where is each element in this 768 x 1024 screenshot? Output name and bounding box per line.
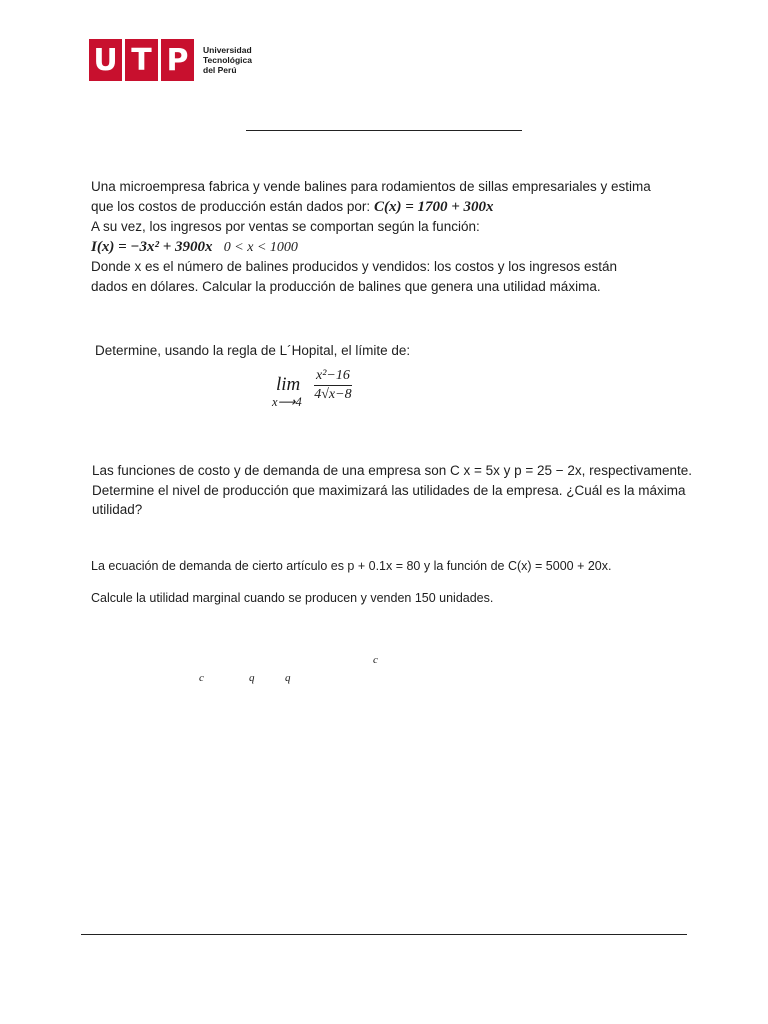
stray-glyph-q: q [285, 672, 291, 684]
stray-glyph-c: c [199, 672, 204, 684]
fraction-denominator: 4√x−8 [314, 387, 352, 402]
logo-university-name [203, 45, 252, 75]
logo-letter-p: P [161, 39, 194, 81]
problem-1-line [91, 237, 671, 258]
problem-1 [91, 177, 671, 296]
problem-3-line: Determine el nivel de producción que maximizará las utilidades de la empresa. ¿Cuál es la máxima [92, 482, 686, 498]
lim-subscript: x⟶4 [272, 395, 302, 409]
logo-text-line: del Perú [203, 65, 237, 75]
problem-4-line: Calcule la utilidad marginal cuando se producen y venden 150 unidades. [91, 591, 494, 605]
limit-fraction [314, 368, 352, 403]
problem-1-line [91, 197, 671, 218]
problem-1-line: Donde x es el número de balines producidos y vendidos: los costos y los ingresos están [91, 259, 618, 274]
problem-3-line: utilidad? [92, 502, 143, 517]
problem-1-cost-intro: que los costos de producción están dados por: [91, 198, 371, 214]
lim-operator: lim [276, 374, 301, 395]
problem-2-intro: Determine, usando la regla de L´Hopital, el límite de: [95, 343, 411, 358]
problem-1-line: dados en dólares. Calcular la producción de balines que genera una utilidad máxima. [91, 278, 601, 294]
utp-logo [89, 39, 252, 81]
problem-3-line: Las funciones de costo y de demanda de una empresa son C x = 5x y p = 25 − 2x, respectivamente. [92, 463, 692, 478]
stray-glyph-q: q [249, 672, 255, 684]
cost-function: C(x) = 1700 + 300x [373, 198, 494, 215]
fraction-bar [314, 385, 352, 386]
revenue-function: I(x) = −3x² + 3900x [91, 238, 213, 255]
fraction-numerator: x²−16 [316, 368, 350, 383]
logo-text-line: Universidad [203, 45, 252, 55]
problem-1-line: A su vez, los ingresos por ventas se comportan según la función: [91, 219, 480, 234]
footer-rule [81, 934, 687, 935]
problem-4-line: La ecuación de demanda de cierto artículo es p + 0.1x = 80 y la función de C(x) = 5000 + 20x. [91, 559, 612, 573]
title-underline [246, 130, 522, 131]
logo-letter-u: U [89, 39, 122, 81]
stray-glyph-c: c [373, 654, 378, 666]
problem-3 [92, 461, 692, 520]
revenue-domain: 0 < x < 1000 [223, 239, 298, 255]
logo-text-line: Tecnológica [203, 55, 252, 65]
problem-1-line: Una microempresa fabrica y vende balines para rodamientos de sillas empresariales y estima [91, 179, 651, 194]
logo-letter-t: T [125, 39, 158, 81]
